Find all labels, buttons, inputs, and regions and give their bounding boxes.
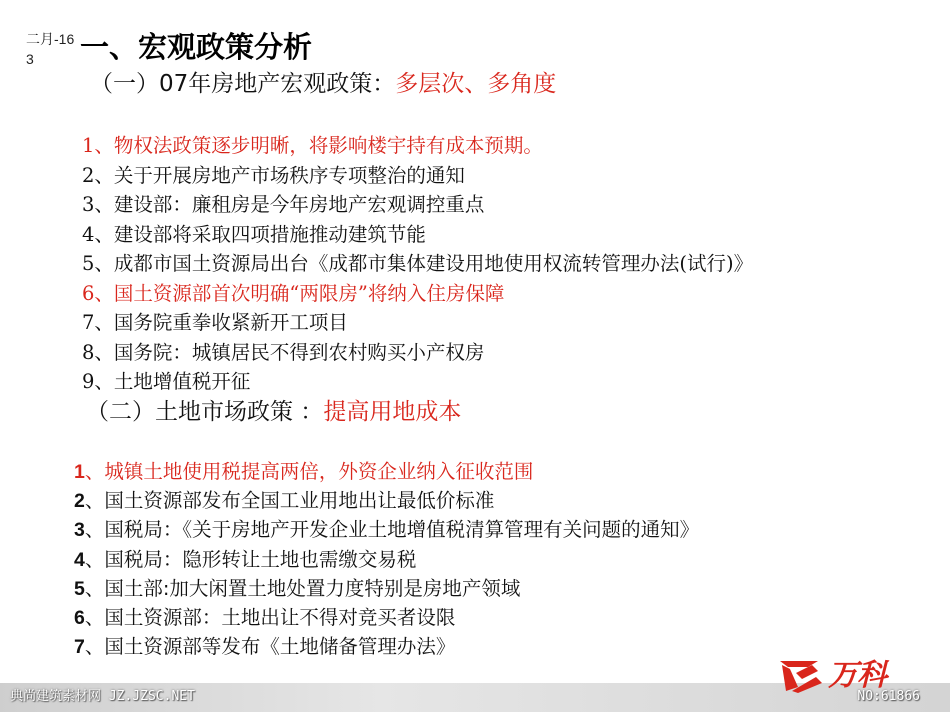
vanke-logo — [778, 656, 928, 696]
section2-item-text: 、国土资源部：土地出让不得对竞买者设限 — [84, 605, 456, 629]
section2-label: （二）土地市场政策 ： — [86, 399, 324, 425]
section1-item: 6、国土资源部首次明确“两限房”将纳入住房保障 — [82, 281, 505, 305]
vanke-logo-text: 万科 — [828, 658, 886, 693]
section2-item-number: 7 — [74, 636, 85, 659]
section2-item-number: 3 — [74, 519, 85, 542]
section2-item — [74, 632, 699, 661]
section2-item-text: 、城镇土地使用税提高两倍，外资企业纳入征收范围 — [84, 460, 534, 483]
section2-item — [74, 457, 699, 486]
section1-list — [82, 131, 753, 397]
section2-item-text: 、国税局：隐形转让土地也需缴交易税 — [84, 547, 417, 571]
slide-page-number: 3 — [26, 51, 34, 67]
slide-title: 一、宏观政策分析 — [80, 30, 313, 64]
section2-item-number: 1 — [74, 461, 85, 483]
section2-item — [74, 545, 699, 574]
section1-item: 9、土地增值税开征 — [82, 370, 251, 393]
section2-item — [74, 486, 699, 515]
section2-item-text: 、国土部:加大闲置土地处置力度特别是房地产领域 — [84, 576, 521, 600]
section1-item: 1、物权法政策逐步明晰，将影响楼宇持有成本预期。 — [82, 134, 543, 157]
section2-heading — [86, 396, 461, 428]
vanke-logo-mark-icon — [778, 657, 826, 695]
section2-item-number: 6 — [74, 606, 85, 629]
section2-item-text: 、国土资源部发布全国工业用地出让最低价标准 — [84, 489, 495, 513]
section2-list — [74, 457, 699, 661]
section1-item: 3、建设部：廉租房是今年房地产宏观调控重点 — [82, 193, 485, 216]
watermark-right: NO:61866 — [857, 689, 920, 704]
section2-item — [74, 574, 699, 603]
section1-label: （一）07年房地产宏观政策： — [90, 71, 396, 97]
section2-item-text: 、国土资源部等发布《土地储备管理办法》 — [84, 635, 456, 659]
section1-highlight: 多层次、多角度 — [395, 71, 557, 97]
section2-item-number: 2 — [74, 490, 85, 513]
section1-item: 2、关于开展房地产市场秩序专项整治的通知 — [82, 163, 465, 187]
section2-item-text: 、国税局：《关于房地产开发企业土地增值税清算管理有关问题的通知》 — [84, 518, 700, 542]
section1-item: 7、国务院重拳收紧新开工项目 — [82, 311, 348, 334]
section2-highlight: 提高用地成本 — [323, 399, 462, 425]
section2-item-number: 4 — [74, 548, 85, 571]
slide-date: 二月-16 — [26, 31, 75, 47]
section1-item: 8、国务院：城镇居民不得到农村购买小产权房 — [82, 340, 485, 364]
section1-heading — [90, 68, 556, 100]
section1-item: 4、建设部将采取四项措施推动建筑节能 — [82, 222, 426, 246]
section2-item — [74, 603, 699, 632]
watermark-left: 典尚建筑素材网 JZ.JZSC.NET — [10, 689, 195, 704]
section2-item-number: 5 — [74, 577, 85, 600]
section1-item: 5、成都市国土资源局出台《成都市集体建设用地使用权流转管理办法(试行)》 — [82, 252, 754, 275]
section2-item — [74, 515, 699, 544]
